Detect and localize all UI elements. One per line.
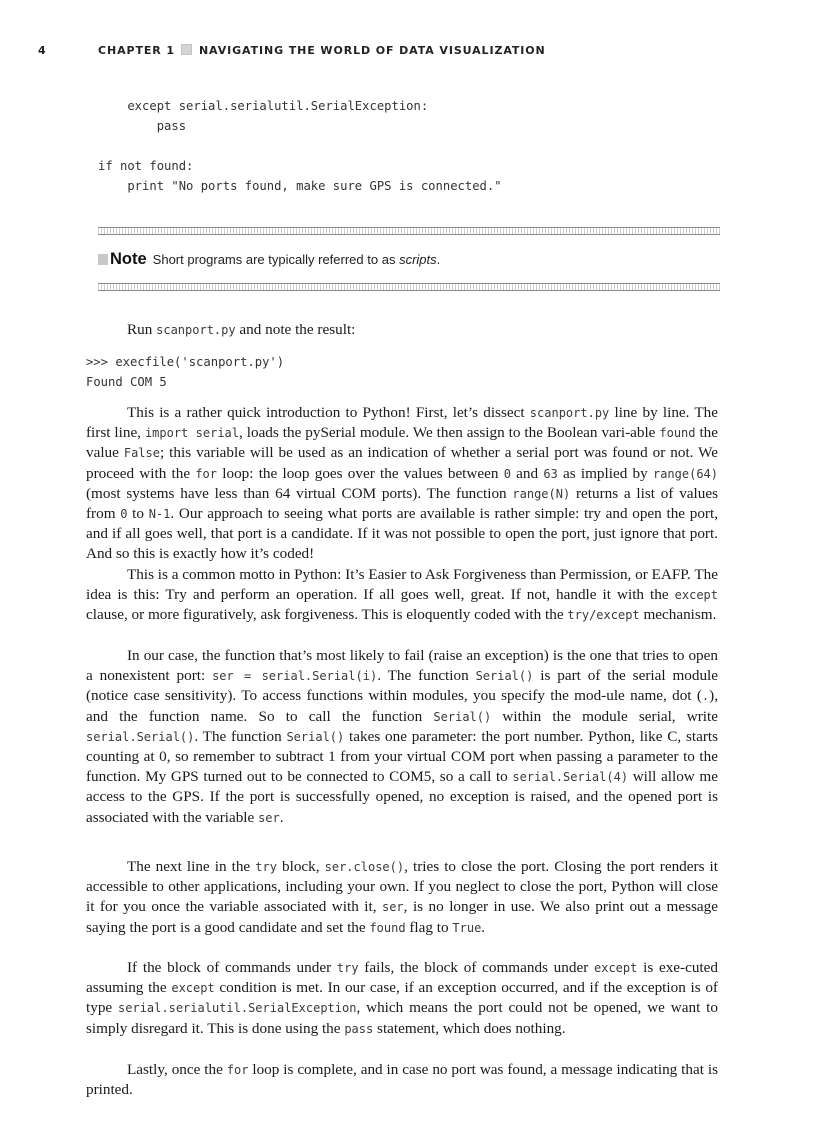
body-paragraph — [86, 958, 718, 1039]
code-line: except serial.serialutil.SerialException: — [98, 99, 429, 113]
text-run: Lastly, once the — [127, 1061, 227, 1078]
text-run: The next line in the — [127, 858, 256, 875]
code-line — [98, 136, 720, 156]
run-instruction: Run scanport.py and note the result: — [127, 321, 356, 338]
inline-code: serial.Serial(4) — [512, 770, 629, 785]
inline-code: N-1 — [148, 507, 171, 522]
inline-code: Serial() — [286, 729, 345, 744]
text-run: within the module serial, write — [491, 707, 718, 725]
code-line: if not found: — [98, 159, 194, 173]
page-number: 4 — [38, 44, 47, 57]
note-callout — [98, 235, 720, 283]
inline-code: pass — [344, 1021, 374, 1036]
text-run: . Our approach to seeing what ports are available is rather simple: try and open the port, and if all goes well, that port is a candidate. If it was not possible to open the port, just ignore that port. And so this is exactly how it’s coded! — [86, 505, 718, 563]
text-run: as implied by — [557, 464, 653, 482]
inline-code: ser — [381, 900, 404, 915]
inline-code: 0 — [120, 507, 128, 522]
note-text: Short programs are typically referred to as scripts. — [152, 251, 441, 267]
inline-code: import serial — [144, 426, 240, 441]
inline-code: Serial() — [433, 709, 492, 724]
inline-code: 63 — [543, 466, 558, 481]
inline-code: except — [171, 981, 215, 996]
inline-code: True — [452, 920, 482, 935]
inline-code: try/except — [567, 608, 640, 623]
inline-code: scanport.py — [529, 406, 610, 420]
text-run: . — [279, 808, 284, 826]
note-label: Note — [110, 249, 147, 268]
text-run: is part of the serial module (notice case sensitivity). To access functions within modules, you specify the mod-ule name, dot ( — [86, 667, 718, 705]
inline-code: serial.Serial() — [86, 729, 195, 744]
text-run: and — [510, 464, 544, 482]
text-run: fails, the block of commands under — [358, 959, 594, 976]
inline-code: ser = serial.Serial(i) — [212, 669, 378, 684]
code-line: Found COM 5 — [86, 375, 167, 389]
body-paragraph — [86, 565, 718, 626]
note-emphasis: scripts — [399, 251, 437, 267]
body-paragraph — [86, 1060, 718, 1100]
text-run: , tries to close the port. Closing the port renders it accessible to other applications, including your own. If you neglect to close the port, Python will close it for you once the variable associated with it, — [86, 858, 718, 916]
text-run: This is a rather quick introduction to Python! First, let’s dissect — [127, 404, 530, 421]
text-run: , loads the pySerial module. We then assign to the Boolean vari-able — [239, 424, 660, 442]
inline-code: for — [226, 1063, 249, 1077]
note-rule-bottom — [98, 283, 720, 291]
note-rule-top — [98, 227, 720, 235]
body-paragraph — [86, 646, 718, 828]
text-run: This is a common motto in Python: It’s Easier to Ask Forgiveness than Permission, or EAFP. The idea is this: Try and perform an operation. If all goes well, great. If not, handle it with the — [86, 566, 718, 604]
running-head — [98, 44, 546, 57]
text-run: ), and the function name. So to call the function — [86, 687, 718, 725]
text-run: returns a list of values from — [86, 484, 718, 523]
text-run: block, — [276, 858, 325, 875]
text-run: If the block of commands under — [127, 959, 337, 976]
text-run: loop is complete, and in case no port was found, a message indicating that is printed. — [86, 1061, 718, 1099]
text-run: (most systems have less than 64 virtual COM ports). The function — [86, 484, 513, 502]
inline-code: found — [369, 920, 406, 935]
text-run: will allow me access to the GPS. If the port is successfully opened, no exception is raised, and the opened port is associated with the variable — [86, 768, 718, 826]
text-run: statement, which does nothing. — [373, 1019, 566, 1037]
chapter-label: CHAPTER 1 — [98, 44, 175, 57]
inline-code: scanport.py — [156, 323, 236, 337]
note-marker-icon — [98, 254, 108, 265]
text-run: , is no longer in use. We also print out a message saying the port is a good candidate and set the — [86, 898, 718, 936]
code-line: >>> execfile('scanport.py') — [86, 355, 285, 369]
code-line: pass — [98, 119, 187, 133]
inline-code: 0 — [503, 466, 511, 481]
code-block-except — [98, 96, 720, 196]
text-run: the value — [86, 424, 718, 462]
inline-code: try — [336, 961, 359, 975]
text-run: ; this variable will be used as an indication of whether a serial port was found or not. We proceed with the — [86, 444, 719, 482]
text-run: flag to — [405, 918, 453, 936]
text-run: condition is met. In our case, if an exception occurred, and if the exception is of type — [86, 979, 718, 1017]
body-paragraph — [86, 403, 718, 565]
text-run: . The function — [194, 727, 287, 745]
chapter-title: NAVIGATING THE WORLD OF DATA VISUALIZATION — [198, 44, 546, 57]
inline-code: . — [701, 689, 710, 704]
text-run: to — [127, 505, 149, 523]
text-run: takes one parameter: the port number. Python, like C, starts counting at 0, so remember to subtract 1 from your virtual COM port when passing a parameter to the function. My GPS turned out to be connected to COM5, so a call to — [86, 727, 719, 786]
text-run: . — [481, 918, 486, 936]
inline-code: except — [594, 961, 638, 975]
inline-code: Serial() — [475, 669, 534, 684]
text-run: , which means the port could not be opened, we want to simply disregard it. This is done using the — [86, 999, 718, 1037]
text-run: line by line. The first line, — [86, 404, 718, 442]
inline-code: except — [674, 588, 718, 603]
text-run: is exe-cuted assuming the — [86, 959, 718, 997]
inline-code: found — [659, 426, 696, 441]
code-block-execfile — [86, 352, 284, 392]
text-run: mechanism. — [639, 606, 717, 624]
square-bullet-icon — [181, 44, 192, 55]
inline-code: ser — [258, 810, 280, 825]
top-content — [98, 96, 720, 291]
text-run: In our case, the function that’s most likely to fail (raise an exception) is the one that tries to open a nonexistent port: — [86, 647, 718, 685]
text-run: loop: the loop goes over the values between — [217, 464, 504, 482]
text-run: . The function — [377, 667, 476, 685]
running-header — [38, 44, 776, 60]
inline-code: try — [255, 860, 277, 874]
inline-code: False — [123, 446, 160, 461]
code-line: print "No ports found, make sure GPS is connected." — [98, 179, 502, 193]
inline-code: ser.close() — [324, 860, 405, 874]
inline-code: serial.serialutil.SerialException — [118, 1001, 357, 1016]
text-run: clause, or more figuratively, ask forgiveness. This is eloquently coded with the — [86, 606, 568, 624]
inline-code: range(N) — [512, 486, 571, 501]
body-paragraph — [86, 857, 718, 938]
inline-code: range(64) — [652, 466, 718, 481]
inline-code: for — [195, 466, 218, 481]
